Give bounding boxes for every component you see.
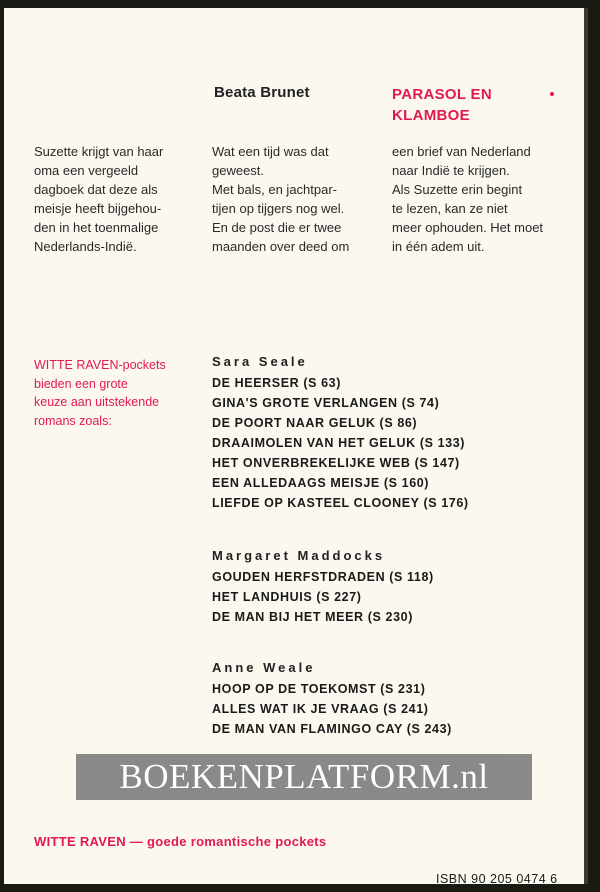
group-author: Sara Seale [212,354,308,369]
blurb-line: naar Indië te krijgen. [392,163,510,178]
blurb-line: geweest. [212,163,265,178]
list-item: DE POORT NAAR GELUK (S 86) [212,416,418,430]
isbn-number: ISBN 90 205 0474 6 [436,872,558,886]
blurb-line: Nederlands-Indië. [34,239,137,254]
blurb-column-1 [34,142,163,256]
list-item: HET LANDHUIS (S 227) [212,590,362,604]
series-tagline: WITTE RAVEN — goede romantische pockets [34,834,327,849]
promo-line: keuze aan uitstekende [34,395,160,409]
blurb-column-2 [212,142,349,256]
book-title-line: KLAMBOE [392,107,470,124]
book-title [392,84,492,126]
blurb-line: Suzette krijgt van haar [34,144,164,159]
series-promo [34,356,166,430]
list-item: DE HEERSER (S 63) [212,376,341,390]
author-group-margaret-maddocks [212,548,434,627]
blurb-line: Wat een tijd was dat [212,144,329,159]
blurb-column-3 [392,142,543,256]
blurb-line: een brief van Nederland [392,144,531,159]
blurb-line: meer ophouden. Het moet [392,220,544,235]
blurb-line: den in het toenmalige [34,220,159,235]
blurb-line: En de post die er twee [212,220,342,235]
list-item: EEN ALLEDAAGS MEISJE (S 160) [212,476,430,490]
list-item: LIEFDE OP KASTEEL CLOONEY (S 176) [212,496,469,510]
blurb-line: Als Suzette erin begint [392,182,523,197]
blurb-line: in één adem uit. [392,239,485,254]
blurb-line: Met bals, en jachtpar- [212,182,338,197]
author-group-anne-weale [212,660,452,739]
group-author: Anne Weale [212,660,316,675]
list-item: DE MAN BIJ HET MEER (S 230) [212,610,413,624]
promo-line: romans zoals: [34,413,112,428]
blurb-line: tijen op tijgers nog wel. [212,201,345,216]
list-item: GINA'S GROTE VERLANGEN (S 74) [212,396,440,410]
book-back-cover [4,8,588,884]
blurb-line: dagboek dat deze als [34,182,158,197]
decorative-dot [550,92,554,96]
blurb-line: meisje heeft bijgehou- [34,201,162,216]
book-author: Beata Brunet [214,84,310,101]
list-item: GOUDEN HERFSTDRADEN (S 118) [212,570,434,584]
list-item: ALLES WAT IK JE VRAAG (S 241) [212,702,429,716]
blurb-line: oma een vergeeld [34,163,139,178]
group-author: Margaret Maddocks [212,548,386,563]
list-item: DE MAN VAN FLAMINGO CAY (S 243) [212,722,452,736]
blurb-line: te lezen, kan ze niet [392,201,508,216]
list-item: HET ONVERBREKELIJKE WEB (S 147) [212,456,460,470]
author-group-sara-seale [212,354,469,513]
list-item: HOOP OP DE TOEKOMST (S 231) [212,682,426,696]
promo-line: WITTE RAVEN-pockets [34,358,166,372]
promo-line: bieden een grote [34,376,128,391]
watermark-banner: BOEKENPLATFORM.nl [76,754,532,800]
blurb-line: maanden over deed om [212,239,350,254]
book-title-line: PARASOL EN [392,86,492,103]
list-item: DRAAIMOLEN VAN HET GELUK (S 133) [212,436,466,450]
